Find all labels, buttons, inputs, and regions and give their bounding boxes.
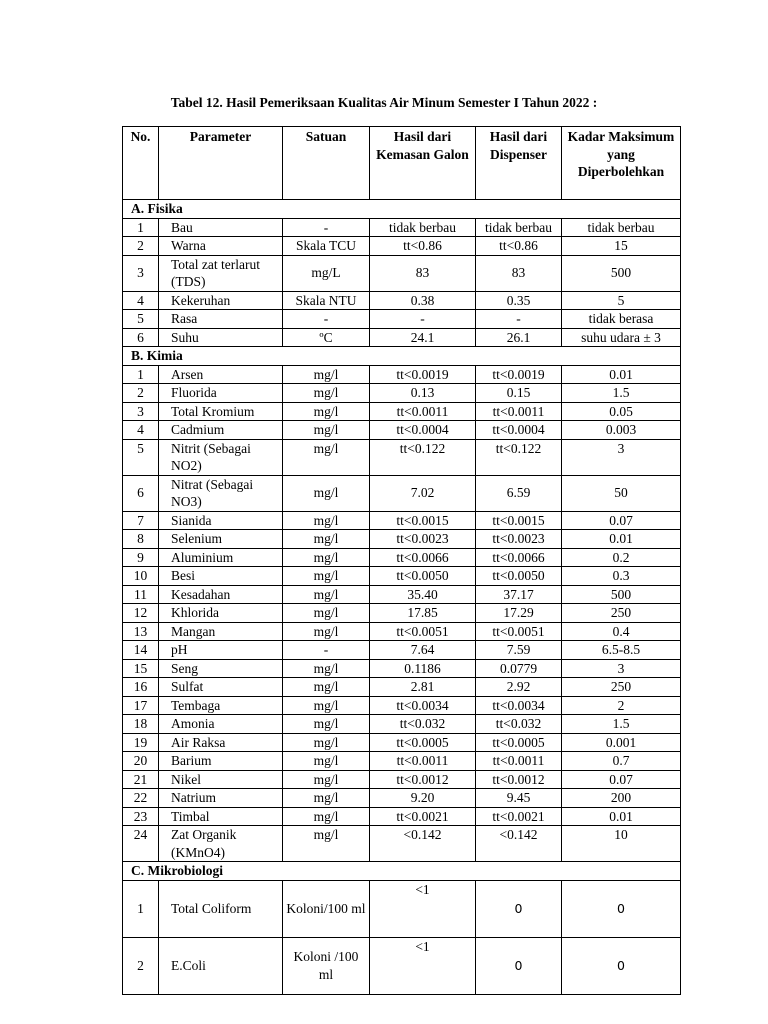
cell-dispenser: tidak berbau <box>476 218 562 237</box>
table-row <box>123 807 681 826</box>
cell-param: Sulfat <box>159 678 283 697</box>
section-label: B. Kimia <box>123 347 681 366</box>
col-header-satuan: Satuan <box>283 127 370 200</box>
cell-no: 11 <box>123 585 159 604</box>
cell-param: Besi <box>159 567 283 586</box>
cell-satuan: - <box>283 641 370 660</box>
cell-no: 4 <box>123 421 159 440</box>
cell-satuan: mg/L <box>283 255 370 291</box>
col-header-dispenser: Hasil dari Dispenser <box>476 127 562 200</box>
cell-kadar: tidak berasa <box>562 310 681 329</box>
cell-param: Tembaga <box>159 696 283 715</box>
cell-no: 2 <box>123 237 159 256</box>
table-row <box>123 218 681 237</box>
cell-satuan: mg/l <box>283 715 370 734</box>
cell-param: Rasa <box>159 310 283 329</box>
cell-kadar: 10 <box>562 826 681 862</box>
cell-kadar: 5 <box>562 291 681 310</box>
cell-dispenser: tt<0.122 <box>476 439 562 475</box>
cell-dispenser: tt<0.0019 <box>476 365 562 384</box>
cell-param: Natrium <box>159 789 283 808</box>
table-row <box>123 328 681 347</box>
cell-no: 7 <box>123 511 159 530</box>
cell-satuan: mg/l <box>283 567 370 586</box>
cell-kadar: 3 <box>562 659 681 678</box>
table-row <box>123 641 681 660</box>
cell-dispenser: tt<0.0066 <box>476 548 562 567</box>
cell-no: 20 <box>123 752 159 771</box>
cell-no: 17 <box>123 696 159 715</box>
cell-param: Total zat terlarut (TDS) <box>159 255 283 291</box>
cell-dispenser: - <box>476 310 562 329</box>
cell-satuan: ºC <box>283 328 370 347</box>
cell-satuan: mg/l <box>283 826 370 862</box>
cell-kadar: 200 <box>562 789 681 808</box>
cell-satuan: mg/l <box>283 511 370 530</box>
cell-kadar: 0.07 <box>562 511 681 530</box>
cell-no: 2 <box>123 937 159 994</box>
table-row <box>123 291 681 310</box>
cell-galon: - <box>370 310 476 329</box>
cell-dispenser: 0.0779 <box>476 659 562 678</box>
cell-dispenser: 9.45 <box>476 789 562 808</box>
cell-galon: tt<0.032 <box>370 715 476 734</box>
cell-kadar: 1.5 <box>562 715 681 734</box>
cell-param: Fluorida <box>159 384 283 403</box>
cell-satuan: mg/l <box>283 752 370 771</box>
table-row <box>123 880 681 937</box>
col-header-parameter: Parameter <box>159 127 283 200</box>
table-row <box>123 733 681 752</box>
cell-param: Seng <box>159 659 283 678</box>
table-row <box>123 384 681 403</box>
cell-dispenser: tt<0.0005 <box>476 733 562 752</box>
cell-satuan: mg/l <box>283 733 370 752</box>
cell-no: 6 <box>123 475 159 511</box>
cell-param: Total Coliform <box>159 880 283 937</box>
cell-satuan: mg/l <box>283 421 370 440</box>
cell-no: 10 <box>123 567 159 586</box>
cell-kadar: 0.01 <box>562 530 681 549</box>
cell-galon: tt<0.0019 <box>370 365 476 384</box>
cell-kadar: 0.3 <box>562 567 681 586</box>
cell-kadar: 0 <box>562 880 681 937</box>
cell-no: 5 <box>123 439 159 475</box>
cell-no: 18 <box>123 715 159 734</box>
cell-param: Khlorida <box>159 604 283 623</box>
cell-galon: <0.142 <box>370 826 476 862</box>
cell-dispenser: 0 <box>476 880 562 937</box>
cell-param: Sianida <box>159 511 283 530</box>
cell-no: 15 <box>123 659 159 678</box>
cell-no: 3 <box>123 402 159 421</box>
cell-kadar: 2 <box>562 696 681 715</box>
table-row <box>123 659 681 678</box>
table-row <box>123 585 681 604</box>
cell-no: 1 <box>123 365 159 384</box>
table-row <box>123 439 681 475</box>
cell-satuan: mg/l <box>283 604 370 623</box>
table-row <box>123 696 681 715</box>
cell-galon: 17.85 <box>370 604 476 623</box>
cell-param: Selenium <box>159 530 283 549</box>
section-label: C. Mikrobiologi <box>123 862 681 881</box>
cell-dispenser: tt<0.0023 <box>476 530 562 549</box>
table-row <box>123 715 681 734</box>
cell-param: Timbal <box>159 807 283 826</box>
cell-no: 9 <box>123 548 159 567</box>
cell-galon: tt<0.122 <box>370 439 476 475</box>
cell-satuan: Skala NTU <box>283 291 370 310</box>
cell-param: Arsen <box>159 365 283 384</box>
cell-kadar: 50 <box>562 475 681 511</box>
cell-satuan: Koloni /100 ml <box>283 937 370 994</box>
col-header-galon: Hasil dari Kemasan Galon <box>370 127 476 200</box>
cell-dispenser: 2.92 <box>476 678 562 697</box>
cell-no: 21 <box>123 770 159 789</box>
section-label: A. Fisika <box>123 200 681 219</box>
cell-no: 14 <box>123 641 159 660</box>
cell-kadar: 0.01 <box>562 365 681 384</box>
table-row <box>123 937 681 994</box>
table-row <box>123 826 681 862</box>
cell-param: Nitrat (Sebagai NO3) <box>159 475 283 511</box>
cell-satuan: - <box>283 218 370 237</box>
table-title: Tabel 12. Hasil Pemeriksaan Kualitas Air Minum Semester I Tahun 2022 : <box>170 95 598 110</box>
cell-dispenser: tt<0.86 <box>476 237 562 256</box>
cell-no: 24 <box>123 826 159 862</box>
table-row <box>123 678 681 697</box>
cell-param: Bau <box>159 218 283 237</box>
cell-no: 2 <box>123 384 159 403</box>
table-row <box>123 475 681 511</box>
cell-dispenser: 26.1 <box>476 328 562 347</box>
cell-param: Kesadahan <box>159 585 283 604</box>
cell-param: Barium <box>159 752 283 771</box>
cell-galon: tt<0.0051 <box>370 622 476 641</box>
cell-galon: tt<0.0005 <box>370 733 476 752</box>
table-row <box>123 421 681 440</box>
cell-no: 8 <box>123 530 159 549</box>
cell-galon: tt<0.0004 <box>370 421 476 440</box>
cell-galon: tt<0.0034 <box>370 696 476 715</box>
water-quality-table <box>122 126 681 995</box>
cell-kadar: 500 <box>562 585 681 604</box>
table-row <box>123 752 681 771</box>
cell-satuan: Koloni/100 ml <box>283 880 370 937</box>
cell-param: Kekeruhan <box>159 291 283 310</box>
cell-galon: 7.64 <box>370 641 476 660</box>
section-header <box>123 862 681 881</box>
cell-dispenser: tt<0.032 <box>476 715 562 734</box>
cell-kadar: 0.2 <box>562 548 681 567</box>
table-row <box>123 770 681 789</box>
cell-satuan: mg/l <box>283 402 370 421</box>
table-row <box>123 530 681 549</box>
table-row <box>123 365 681 384</box>
cell-satuan: mg/l <box>283 807 370 826</box>
cell-galon: tt<0.0011 <box>370 402 476 421</box>
cell-galon: tt<0.0023 <box>370 530 476 549</box>
cell-dispenser: tt<0.0051 <box>476 622 562 641</box>
cell-param: Amonia <box>159 715 283 734</box>
cell-kadar: 0.01 <box>562 807 681 826</box>
cell-satuan: mg/l <box>283 585 370 604</box>
cell-dispenser: 0.15 <box>476 384 562 403</box>
cell-no: 1 <box>123 218 159 237</box>
cell-kadar: 6.5-8.5 <box>562 641 681 660</box>
cell-param: Aluminium <box>159 548 283 567</box>
cell-no: 16 <box>123 678 159 697</box>
cell-satuan: mg/l <box>283 789 370 808</box>
cell-dispenser: 37.17 <box>476 585 562 604</box>
cell-galon: 0.13 <box>370 384 476 403</box>
cell-dispenser: 83 <box>476 255 562 291</box>
cell-satuan: - <box>283 310 370 329</box>
cell-dispenser: tt<0.0011 <box>476 402 562 421</box>
cell-galon: 83 <box>370 255 476 291</box>
cell-kadar: 0.05 <box>562 402 681 421</box>
cell-kadar: 1.5 <box>562 384 681 403</box>
cell-satuan: mg/l <box>283 439 370 475</box>
table-row <box>123 255 681 291</box>
cell-satuan: mg/l <box>283 530 370 549</box>
col-header-kadar: Kadar Maksimum yang Diperbolehkan <box>562 127 681 200</box>
cell-param: E.Coli <box>159 937 283 994</box>
cell-param: pH <box>159 641 283 660</box>
cell-no: 1 <box>123 880 159 937</box>
cell-satuan: mg/l <box>283 365 370 384</box>
cell-galon: 0.38 <box>370 291 476 310</box>
cell-no: 6 <box>123 328 159 347</box>
cell-no: 22 <box>123 789 159 808</box>
cell-dispenser: tt<0.0034 <box>476 696 562 715</box>
cell-param: Total Kromium <box>159 402 283 421</box>
cell-kadar: 3 <box>562 439 681 475</box>
cell-no: 19 <box>123 733 159 752</box>
cell-dispenser: tt<0.0021 <box>476 807 562 826</box>
cell-dispenser: tt<0.0011 <box>476 752 562 771</box>
cell-galon: tt<0.0011 <box>370 752 476 771</box>
table-row <box>123 511 681 530</box>
cell-satuan: mg/l <box>283 696 370 715</box>
cell-param: Zat Organik (KMnO4) <box>159 826 283 862</box>
cell-no: 5 <box>123 310 159 329</box>
section-header <box>123 347 681 366</box>
cell-kadar: 15 <box>562 237 681 256</box>
section-header <box>123 200 681 219</box>
header-row <box>123 127 681 200</box>
cell-param: Mangan <box>159 622 283 641</box>
cell-galon: tt<0.0021 <box>370 807 476 826</box>
cell-dispenser: 0.35 <box>476 291 562 310</box>
cell-satuan: Skala TCU <box>283 237 370 256</box>
cell-kadar: 0.001 <box>562 733 681 752</box>
table-body <box>123 200 681 995</box>
table-row <box>123 402 681 421</box>
cell-dispenser: 0 <box>476 937 562 994</box>
cell-galon: tt<0.86 <box>370 237 476 256</box>
cell-no: 12 <box>123 604 159 623</box>
cell-galon: 35.40 <box>370 585 476 604</box>
cell-galon: <1 <box>370 937 476 994</box>
cell-dispenser: 6.59 <box>476 475 562 511</box>
cell-kadar: 0.4 <box>562 622 681 641</box>
cell-kadar: 0.7 <box>562 752 681 771</box>
cell-galon: tt<0.0015 <box>370 511 476 530</box>
cell-kadar: 0 <box>562 937 681 994</box>
cell-dispenser: tt<0.0012 <box>476 770 562 789</box>
cell-dispenser: <0.142 <box>476 826 562 862</box>
table-row <box>123 604 681 623</box>
cell-param: Nikel <box>159 770 283 789</box>
cell-param: Air Raksa <box>159 733 283 752</box>
cell-satuan: mg/l <box>283 659 370 678</box>
cell-no: 4 <box>123 291 159 310</box>
cell-dispenser: tt<0.0015 <box>476 511 562 530</box>
cell-param: Suhu <box>159 328 283 347</box>
table-row <box>123 548 681 567</box>
table-row <box>123 567 681 586</box>
cell-satuan: mg/l <box>283 384 370 403</box>
cell-dispenser: 7.59 <box>476 641 562 660</box>
cell-galon: 2.81 <box>370 678 476 697</box>
cell-galon: tt<0.0012 <box>370 770 476 789</box>
cell-kadar: 250 <box>562 604 681 623</box>
table-row <box>123 622 681 641</box>
cell-galon: 0.1186 <box>370 659 476 678</box>
col-header-no: No. <box>123 127 159 200</box>
cell-kadar: suhu udara ± 3 <box>562 328 681 347</box>
cell-satuan: mg/l <box>283 678 370 697</box>
cell-satuan: mg/l <box>283 475 370 511</box>
table-row <box>123 237 681 256</box>
cell-no: 13 <box>123 622 159 641</box>
cell-galon: 9.20 <box>370 789 476 808</box>
cell-galon: tidak berbau <box>370 218 476 237</box>
cell-satuan: mg/l <box>283 622 370 641</box>
cell-param: Warna <box>159 237 283 256</box>
cell-no: 3 <box>123 255 159 291</box>
cell-satuan: mg/l <box>283 548 370 567</box>
cell-galon: 7.02 <box>370 475 476 511</box>
cell-kadar: 0.003 <box>562 421 681 440</box>
table-row <box>123 789 681 808</box>
cell-kadar: 0.07 <box>562 770 681 789</box>
cell-kadar: 250 <box>562 678 681 697</box>
table-row <box>123 310 681 329</box>
cell-galon: <1 <box>370 880 476 937</box>
cell-dispenser: tt<0.0004 <box>476 421 562 440</box>
cell-no: 23 <box>123 807 159 826</box>
cell-galon: tt<0.0050 <box>370 567 476 586</box>
cell-kadar: tidak berbau <box>562 218 681 237</box>
cell-kadar: 500 <box>562 255 681 291</box>
cell-param: Cadmium <box>159 421 283 440</box>
cell-galon: 24.1 <box>370 328 476 347</box>
cell-galon: tt<0.0066 <box>370 548 476 567</box>
cell-dispenser: 17.29 <box>476 604 562 623</box>
cell-dispenser: tt<0.0050 <box>476 567 562 586</box>
cell-param: Nitrit (Sebagai NO2) <box>159 439 283 475</box>
cell-satuan: mg/l <box>283 770 370 789</box>
